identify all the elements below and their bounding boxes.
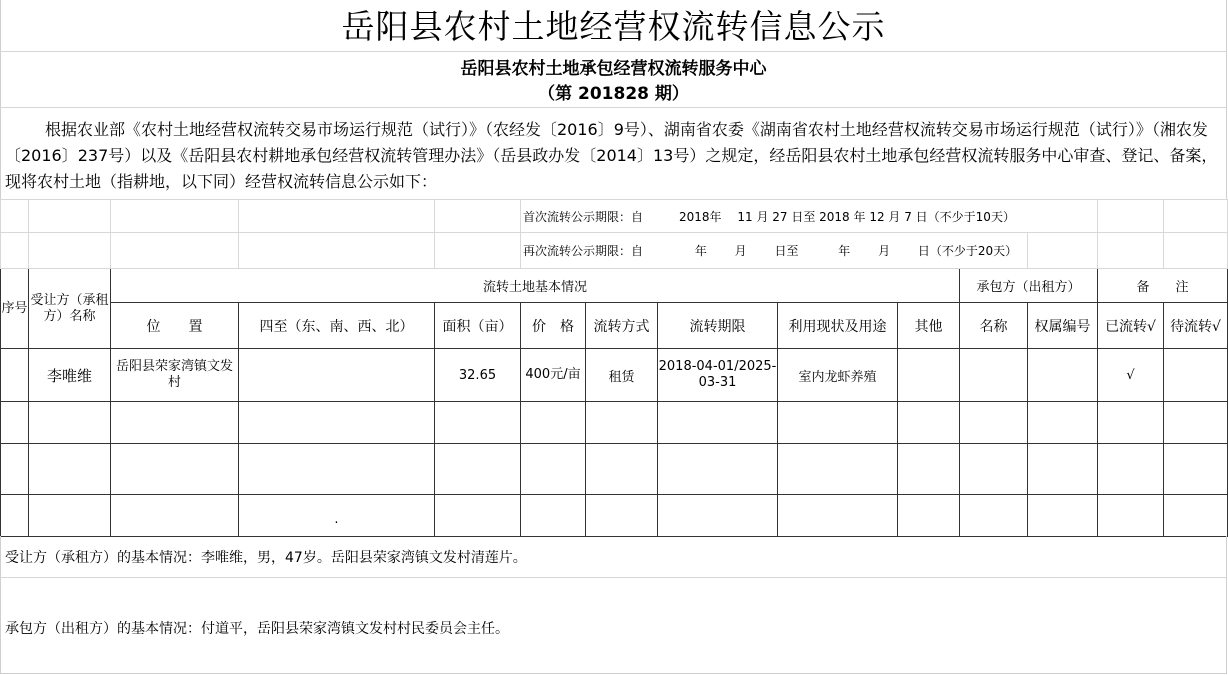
header-row-columns (1, 303, 1228, 349)
col-method-header: 流转方式 (586, 303, 658, 349)
contractor-info-block (0, 578, 1227, 674)
issuer-block (0, 52, 1227, 108)
contractor-header: 承包方（出租方） (960, 269, 1098, 303)
intro-paragraph: 根据农业部《农村土地经营权流转交易市场运行规范（试行）》（农经发〔2016〕9号）、湖南省农委《湖南省农村土地经营权流转交易市场运行规范（试行）》（湘农发〔2016〕237号）以及《岳阳县农村耕地承包经营权流转管理办法》（岳县政办发〔2014〕13号）之规定，经岳阳县农村土地承包经营权流转服务中心审查、登记、备案，现将农村土地（指耕地，以下同）经营权流转信息公示如下： (0, 108, 1227, 199)
contractor-info: 承包方（出租方）的基本情况：付道平，岳阳县荣家湾镇文发村村民委员会主任。 (5, 621, 509, 637)
col-location-header: 位 置 (111, 303, 239, 349)
col-name-header: 名称 (960, 303, 1028, 349)
transferee-info: 受让方（承租方）的基本情况：李唯维，男，47岁。岳阳县荣家湾镇文发村清莲片。 (0, 536, 1227, 578)
transfer-period: 2018-04-01/2025-03-31 (658, 349, 778, 402)
second-notice-period: 再次流转公示期限：自 年 月 日至 年 月 日（不少于20天） (521, 233, 1028, 269)
boundaries-dot: . (239, 495, 435, 537)
header-row-group (1, 269, 1228, 303)
table-row (1, 495, 1228, 537)
col-pending-header: 待流转√ (1164, 303, 1228, 349)
land-area: 32.65 (435, 349, 521, 402)
issuer-name: 岳阳县农村土地承包经营权流转服务中心 (460, 59, 767, 79)
issue-number: （第 201828 期） (538, 84, 689, 104)
transfer-table (0, 199, 1228, 537)
page-title: 岳阳县农村土地经营权流转信息公示 (0, 0, 1227, 52)
first-notice-period: 首次流转公示期限：自 2018年 11 月 27 日至 2018 年 12 月 7 日（不少于10天） (521, 200, 1098, 233)
table-row (1, 444, 1228, 495)
land-info-header: 流转土地基本情况 (111, 269, 960, 303)
transferee-name: 李唯维 (29, 349, 111, 402)
col-area-header: 面积（亩） (435, 303, 521, 349)
notice-row-second (1, 233, 1228, 269)
col-period-header: 流转期限 (658, 303, 778, 349)
remark-header: 备 注 (1098, 269, 1228, 303)
col-transferred-header: 已流转√ (1098, 303, 1164, 349)
land-usage: 室内龙虾养殖 (778, 349, 898, 402)
col-seq-header: 序号 (1, 269, 29, 349)
land-price: 400元/亩 (521, 349, 586, 402)
col-usage-header: 利用现状及用途 (778, 303, 898, 349)
col-ownership-header: 权属编号 (1028, 303, 1098, 349)
table-row (1, 349, 1228, 402)
col-other-header: 其他 (898, 303, 960, 349)
col-boundaries-header: 四至（东、南、西、北） (239, 303, 435, 349)
col-transferee-header: 受让方（承租方）名称 (29, 269, 111, 349)
transfer-method: 租赁 (586, 349, 658, 402)
col-price-header: 价 格 (521, 303, 586, 349)
table-row (1, 402, 1228, 444)
transferred-check: √ (1098, 349, 1164, 402)
land-location: 岳阳县荣家湾镇文发村 (111, 349, 239, 402)
notice-row-first (1, 200, 1228, 233)
